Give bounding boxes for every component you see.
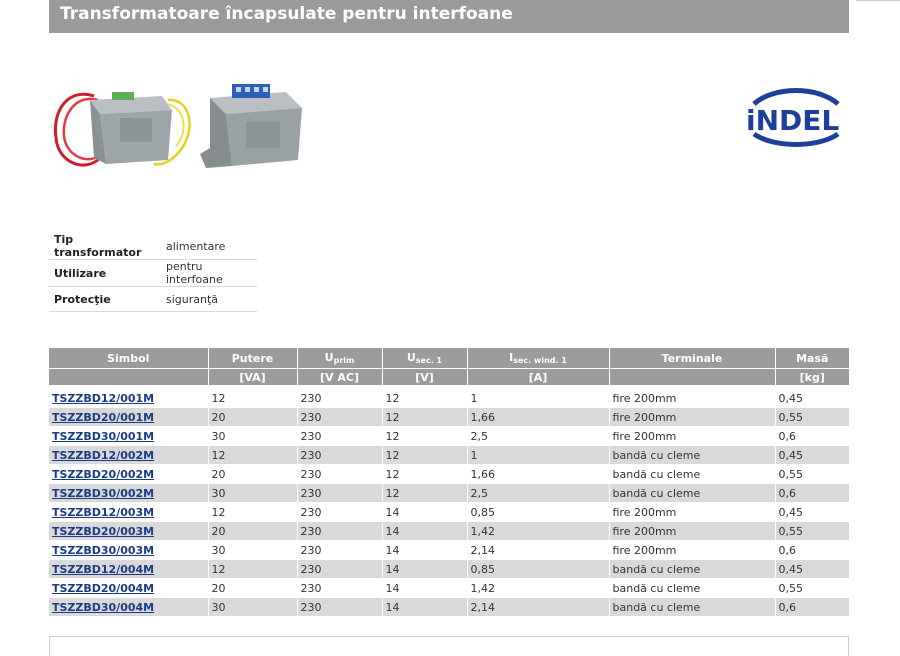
- cell-isec: 1,66: [467, 465, 609, 484]
- cell-terminale: fire 200mm: [609, 541, 775, 560]
- product-link[interactable]: TSZZBD20/002M: [52, 467, 155, 481]
- cell-putere: 12: [208, 446, 297, 465]
- cell-terminale: bandă cu cleme: [609, 598, 775, 617]
- cell-usec: 12: [382, 484, 467, 503]
- cell-masa: 0,6: [775, 541, 849, 560]
- cell-simbol: [49, 408, 208, 427]
- cell-isec: 2,14: [467, 541, 609, 560]
- table-row: [49, 484, 849, 503]
- cell-uprim: 230: [297, 484, 382, 503]
- col-header-masa[interactable]: Masă: [775, 348, 849, 369]
- col-header-simbol[interactable]: Simbol: [49, 348, 208, 369]
- cell-putere: 30: [208, 541, 297, 560]
- cell-uprim: 230: [297, 560, 382, 579]
- attributes-table: [49, 233, 257, 312]
- cell-terminale: fire 200mm: [609, 389, 775, 408]
- product-link[interactable]: TSZZBD30/004M: [52, 600, 155, 614]
- unit-uprim: [V AC]: [297, 369, 382, 386]
- cell-terminale: fire 200mm: [609, 408, 775, 427]
- cell-uprim: 230: [297, 427, 382, 446]
- product-link[interactable]: TSZZBD30/001M: [52, 429, 155, 443]
- cell-usec: 14: [382, 560, 467, 579]
- cell-usec: 12: [382, 408, 467, 427]
- attribute-key: Protecţie: [49, 287, 161, 312]
- cell-masa: 0,45: [775, 503, 849, 522]
- cell-masa: 0,55: [775, 408, 849, 427]
- col-header-isec-main: I: [509, 351, 514, 364]
- attribute-value: alimentare: [161, 233, 257, 260]
- cell-masa: 0,45: [775, 446, 849, 465]
- svg-text:iNDEL: iNDEL: [746, 104, 840, 137]
- unit-isec: [A]: [467, 369, 609, 386]
- product-link[interactable]: TSZZBD12/002M: [52, 448, 155, 462]
- table-row: [49, 465, 849, 484]
- cell-putere: 30: [208, 427, 297, 446]
- col-header-usec[interactable]: [382, 348, 467, 369]
- cell-putere: 12: [208, 389, 297, 408]
- cell-putere: 30: [208, 484, 297, 503]
- cell-terminale: bandă cu cleme: [609, 465, 775, 484]
- product-link[interactable]: TSZZBD20/003M: [52, 524, 155, 538]
- table-units-row: [49, 369, 849, 386]
- cell-usec: 14: [382, 522, 467, 541]
- cell-usec: 12: [382, 465, 467, 484]
- product-link[interactable]: TSZZBD30/003M: [52, 543, 155, 557]
- table-row: [49, 503, 849, 522]
- attribute-row: [49, 260, 257, 287]
- unit-usec: [V]: [382, 369, 467, 386]
- divider: [856, 0, 900, 1]
- attribute-value: siguranţă: [161, 287, 257, 312]
- cell-putere: 12: [208, 503, 297, 522]
- product-link[interactable]: TSZZBD30/002M: [52, 486, 155, 500]
- cell-uprim: 230: [297, 446, 382, 465]
- cell-isec: 0,85: [467, 560, 609, 579]
- cell-terminale: bandă cu cleme: [609, 579, 775, 598]
- cell-isec: 1,66: [467, 408, 609, 427]
- page-title: Transformatoare încapsulate pentru interfoane: [60, 4, 513, 24]
- col-header-usec-main: U: [406, 351, 416, 364]
- table-row: [49, 598, 849, 617]
- cell-putere: 20: [208, 522, 297, 541]
- unit-masa: [kg]: [775, 369, 849, 386]
- products-table: [49, 348, 849, 617]
- cell-terminale: fire 200mm: [609, 427, 775, 446]
- cell-usec: 12: [382, 427, 467, 446]
- cell-terminale: fire 200mm: [609, 522, 775, 541]
- cell-uprim: 230: [297, 408, 382, 427]
- cell-simbol: [49, 503, 208, 522]
- cell-masa: 0,55: [775, 579, 849, 598]
- cell-isec: 1: [467, 446, 609, 465]
- table-row: [49, 579, 849, 598]
- cell-isec: 1,42: [467, 522, 609, 541]
- cell-putere: 12: [208, 560, 297, 579]
- cell-isec: 0,85: [467, 503, 609, 522]
- product-link[interactable]: TSZZBD12/001M: [52, 391, 155, 405]
- cell-masa: 0,45: [775, 560, 849, 579]
- cell-simbol: [49, 541, 208, 560]
- cell-uprim: 230: [297, 389, 382, 408]
- cell-usec: 14: [382, 579, 467, 598]
- bottom-panel: [49, 636, 849, 656]
- cell-usec: 12: [382, 446, 467, 465]
- cell-isec: 2,5: [467, 427, 609, 446]
- cell-isec: 1: [467, 389, 609, 408]
- cell-usec: 14: [382, 503, 467, 522]
- cell-simbol: [49, 427, 208, 446]
- cell-putere: 20: [208, 408, 297, 427]
- cell-masa: 0,55: [775, 522, 849, 541]
- product-link[interactable]: TSZZBD20/004M: [52, 581, 155, 595]
- attribute-row: [49, 233, 257, 260]
- cell-usec: 12: [382, 389, 467, 408]
- cell-usec: 14: [382, 598, 467, 617]
- cell-putere: 30: [208, 598, 297, 617]
- title-bar: [49, 0, 849, 33]
- cell-terminale: bandă cu cleme: [609, 484, 775, 503]
- cell-masa: 0,6: [775, 598, 849, 617]
- table-row: [49, 408, 849, 427]
- cell-simbol: [49, 522, 208, 541]
- cell-uprim: 230: [297, 522, 382, 541]
- unit-simbol: [49, 369, 208, 386]
- cell-uprim: 230: [297, 503, 382, 522]
- attribute-key: Tip transformator: [49, 233, 161, 260]
- cell-uprim: 230: [297, 579, 382, 598]
- col-header-usec-sub: sec. 1: [415, 356, 443, 365]
- cell-putere: 20: [208, 465, 297, 484]
- unit-terminale: [609, 369, 775, 386]
- table-row: [49, 446, 849, 465]
- col-header-isec[interactable]: [467, 348, 609, 369]
- cell-terminale: bandă cu cleme: [609, 560, 775, 579]
- cell-uprim: 230: [297, 541, 382, 560]
- col-header-putere[interactable]: Putere: [208, 348, 297, 369]
- cell-simbol: [49, 560, 208, 579]
- col-header-isec-sub: sec. wind. 1: [513, 356, 567, 365]
- indel-logo: [744, 84, 848, 148]
- cell-simbol: [49, 465, 208, 484]
- attribute-row: [49, 287, 257, 312]
- table-row: [49, 522, 849, 541]
- cell-isec: 2,14: [467, 598, 609, 617]
- table-row: [49, 389, 849, 408]
- cell-terminale: bandă cu cleme: [609, 446, 775, 465]
- cell-masa: 0,55: [775, 465, 849, 484]
- col-header-uprim-main: U: [324, 351, 334, 364]
- attribute-value: pentru interfoane: [161, 260, 257, 287]
- col-header-uprim-sub: prim: [333, 356, 355, 365]
- unit-putere: [VA]: [208, 369, 297, 386]
- cell-masa: 0,6: [775, 427, 849, 446]
- cell-simbol: [49, 389, 208, 408]
- cell-masa: 0,6: [775, 484, 849, 503]
- product-images: [50, 78, 310, 178]
- cell-uprim: 230: [297, 598, 382, 617]
- cell-simbol: [49, 579, 208, 598]
- table-header-row: [49, 348, 849, 369]
- cell-terminale: fire 200mm: [609, 503, 775, 522]
- table-row: [49, 427, 849, 446]
- cell-simbol: [49, 598, 208, 617]
- cell-putere: 20: [208, 579, 297, 598]
- col-header-terminale[interactable]: Terminale: [609, 348, 775, 369]
- cell-masa: 0,45: [775, 389, 849, 408]
- col-header-uprim[interactable]: [297, 348, 382, 369]
- cell-simbol: [49, 446, 208, 465]
- table-row: [49, 560, 849, 579]
- product-link[interactable]: TSZZBD20/001M: [52, 410, 155, 424]
- cell-usec: 14: [382, 541, 467, 560]
- cell-simbol: [49, 484, 208, 503]
- product-link[interactable]: TSZZBD12/004M: [52, 562, 155, 576]
- cell-uprim: 230: [297, 465, 382, 484]
- product-link[interactable]: TSZZBD12/003M: [52, 505, 155, 519]
- cell-isec: 1,42: [467, 579, 609, 598]
- cell-isec: 2,5: [467, 484, 609, 503]
- attribute-key: Utilizare: [49, 260, 161, 287]
- table-row: [49, 541, 849, 560]
